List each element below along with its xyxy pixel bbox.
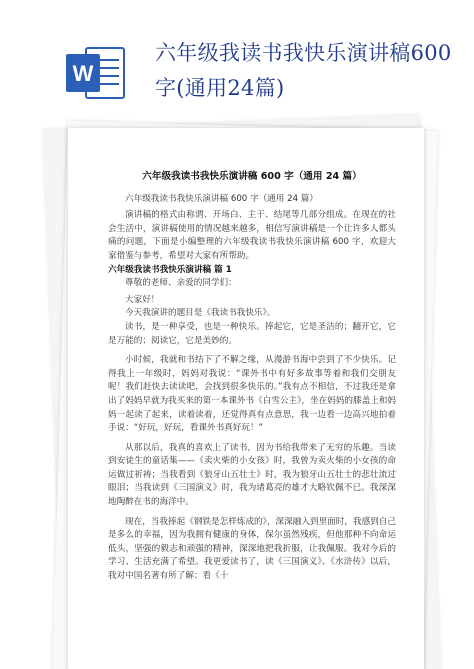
paragraph-4: 现在，当我捧起《钢铁是怎样炼成的》，深深融入到里面时，我感到自己是多么的幸福，因为我拥有健康的身体，保尔虽然残疾，但他那种不向命运低头，坚强的毅志和顽强的精神，深深地把我折服，让我佩服。我对今后的学习、生活充满了希望。我更爱读书了，读《三国演义》、《水浒传》以后，我对中国名著有所了解；看《十	[108, 516, 396, 582]
word-document-icon	[64, 44, 126, 102]
paragraph-2: 小时候，我就和书结下了不解之缘，从漫游书海中尝到了不少快乐。记得我上一年级时，妈妈对我说：“课外书中有好多故事等着和我们交朋友呢！我们赶快去读读吧，会找到很多快乐的。”我有点不相信，不过我还是拿出了妈妈早就为我买来的第一本课外书《白雪公主》，坐在妈妈的膝盖上和妈妈一起读了起来，读着读着，还觉得真有点意思，我一边看一边高兴地拍着手说：“好玩，好玩，看课外书真好玩！”	[108, 355, 396, 434]
document-subtitle: 六年级我读书我快乐演讲稿 600 字（通用 24 篇）	[125, 193, 318, 204]
document-preview	[0, 118, 474, 669]
intro-paragraph: 演讲稿的格式由称谓、开场白、主干、结尾等几部分组成。在现在的社会生活中，演讲稿使用的情况越来越多，相信写演讲稿是一个让许多人都头痛的问题，下面是小编整理的六年级我读书我快乐演讲稿 600 字，欢迎大家借鉴与参考，希望对大家有所帮助。	[108, 210, 396, 261]
paragraph-3: 从那以后，我真的喜欢上了读书，因为书给我带来了无穷的乐趣。当读到安徒生的童话集——《卖火柴的小女孩》时，我曾为卖火柴的小女孩的命运做过祈祷；当我看到《狼牙山五壮士》时，我为狼牙山五壮士的悲壮流过眼泪；当我读到《三国演义》时，我为诸葛亮的雄才大略钦佩不已。我深深地陶醉在书的海洋中。	[108, 442, 396, 508]
document-title: 六年级我读书我快乐演讲稿 600 字（通用 24 篇）	[142, 171, 362, 182]
header-banner	[0, 0, 474, 118]
greeting-line: 尊敬的老师、亲爱的同学们：	[125, 278, 237, 289]
paragraph-1: 读书，是一种享受，也是一种快乐。捧起它，它是圣洁的；翻开它，它是万能的；阅读它，它是美妙的。	[108, 321, 396, 346]
document-page	[68, 128, 424, 669]
topic-line: 今天我演讲的题目是《我读书我快乐》。	[125, 308, 276, 319]
hello-line: 大家好！	[125, 294, 160, 305]
page-title: 六年级我读书我快乐演讲稿600字(通用24篇)	[155, 41, 452, 100]
word-icon-letter: W	[72, 61, 94, 86]
section-heading: 六年级我读书我快乐演讲稿 篇 1	[108, 264, 232, 275]
